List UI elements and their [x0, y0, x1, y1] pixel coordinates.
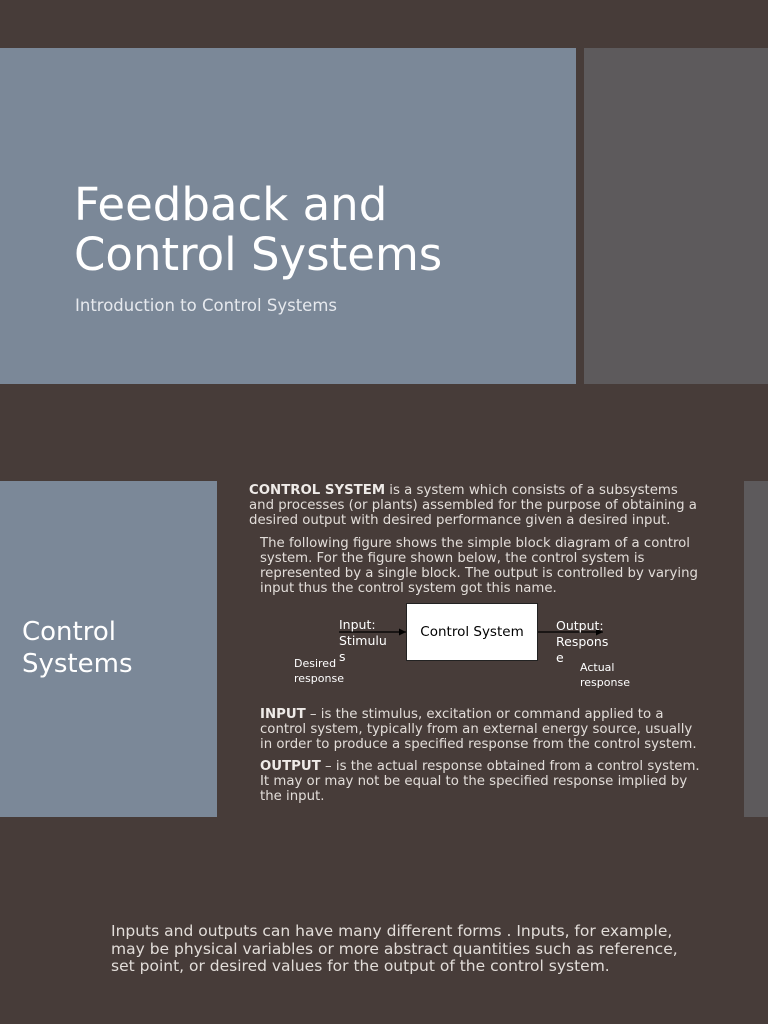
- block-diagram: [249, 603, 701, 699]
- output-definition: – is the actual response obtained from a control system. It may or may not be equal to the specified response implied by the input.: [260, 759, 700, 804]
- definition-text: is a system which consists of a subsystems and processes (or plants) assembled for the purpose of obtaining a desired output with desired performance given a desired input.: [249, 483, 697, 528]
- slide-title: Feedback and Control Systems: [74, 178, 443, 281]
- input-definition: – is the stimulus, excitation or command applied to a control system, typically from an external energy source, usually in order to produce a specified response from the control system.: [260, 707, 697, 752]
- input-term: INPUT: [260, 707, 306, 722]
- definition-term: CONTROL SYSTEM: [249, 483, 386, 498]
- list-item: [249, 536, 701, 596]
- list-item: [249, 759, 701, 804]
- slide-content: [249, 483, 701, 811]
- output-term: OUTPUT: [260, 759, 321, 774]
- list-item: [100, 923, 701, 976]
- list-item: [249, 707, 701, 752]
- definition-paragraph: [249, 483, 701, 528]
- input-label: Input: Stimulu s: [339, 617, 387, 664]
- bullet-text: Inputs and outputs can have many different forms . Inputs, for example, may be physical variables or more abstract quantities such as reference, set point, or desired values for the output of the control system.: [111, 922, 678, 975]
- section-side-panel: [744, 481, 768, 817]
- control-system-block: Control System: [406, 603, 538, 661]
- slide-subtitle: Introduction to Control Systems: [75, 296, 337, 315]
- section-title: Control Systems: [22, 617, 133, 679]
- output-label: Output: Respons e: [556, 618, 609, 665]
- bullet-text: The following figure shows the simple block diagram of a control system. For the figure shown below, the control system is represented by a single block. The output is controlled by varying input thus the control system got this name.: [260, 536, 698, 596]
- actual-response-label: Actual response: [580, 661, 630, 689]
- title-slide-side-panel: [584, 48, 768, 384]
- desired-response-label: Desired response: [294, 657, 344, 685]
